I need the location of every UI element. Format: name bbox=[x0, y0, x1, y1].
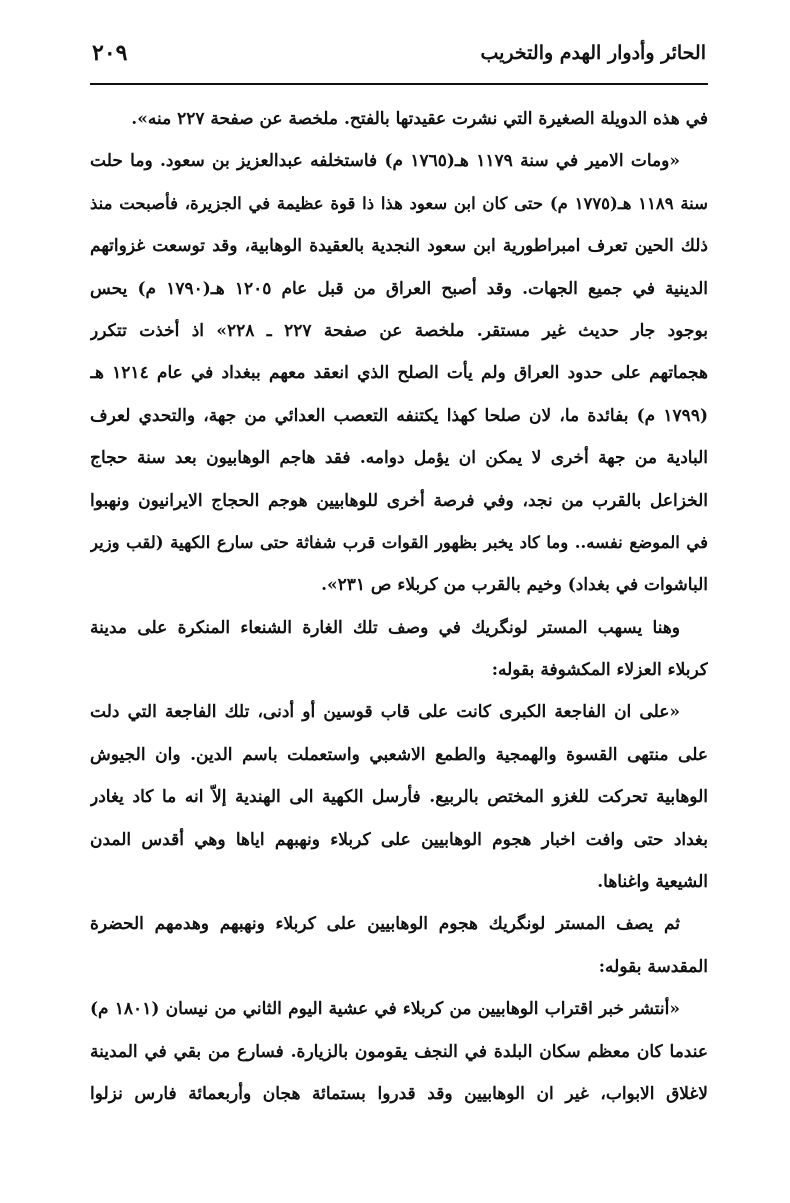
text-line: بوجود جار حديث غير مستقر. ملخصة عن صفحة ٢٢٧ ـ ٢٢٨» اذ أخذت تتكرر bbox=[90, 320, 708, 341]
header-rule bbox=[90, 83, 708, 85]
text-line: الباشوات في بغداد) وخيم بالقرب من كربلاء ص ٢٣١». bbox=[321, 575, 708, 596]
text-line: كربلاء العزلاء المكشوفة بقوله: bbox=[491, 660, 708, 681]
text-line: في الموضع نفسه.. وما كاد يخبر بظهور القوات قرب شفاثة حتى سارع الكهية (لقب وزير bbox=[90, 532, 708, 552]
text-line: بغداد حتى وافت اخبار هجوم الوهابيين على كربلاء ونهبهم اياها وهي أقدس المدن bbox=[90, 829, 708, 850]
running-title: الحائر وأدوار الهدم والتخريب bbox=[480, 42, 706, 64]
text-line: سنة ١١٨٩ هـ(١٧٧٥ م) حتى كان ابن سعود هذا ذا قوة عظيمة في الجزيرة، فأصبحت منذ bbox=[90, 193, 708, 213]
page-header bbox=[92, 36, 706, 76]
text-line: (١٧٩٩ م) بفائدة ما، لان صلحا كهذا يكتنفه التعصب العدائي من جهة، والتحدي لعرف bbox=[90, 405, 708, 426]
text-line: لاغلاق الابواب، غير ان الوهابيين وقد قدروا بستمائة هجان وأربعمائة فارس نزلوا bbox=[90, 1083, 708, 1104]
text-line: على منتهى القسوة والهمجية والطمع الاشعبي واستعملت باسم الدين. وان الجيوش bbox=[90, 744, 708, 765]
text-line: البادية من جهة أخرى لا يمكن ان يؤمل دوامه. فقد هاجم الوهابيون بعد سنة حجاج bbox=[90, 448, 708, 469]
text-line: الدينية في جميع الجهات. وقد أصبح العراق من قبل عام ١٢٠٥ هـ(١٧٩٠ م) يحس bbox=[90, 278, 708, 299]
text-line: في هذه الدويلة الصغيرة التي نشرت عقيدتها بالفتح. ملخصة عن صفحة ٢٢٧ منه». bbox=[131, 109, 708, 129]
text-line: المقدسة بقوله: bbox=[598, 956, 708, 977]
text-line: الوهابية تحركت للغزو المختص بالربيع. فأرسل الكهية الى الهندية إلاّ انه ما كاد يغادر bbox=[90, 787, 708, 808]
text-line: عندما كان معظم سكان البلدة في النجف يقومون بالزيارة. فسارع من بقي في المدينة bbox=[90, 1041, 708, 1062]
text-line: الخزاعل بالقرب من نجد، وفي فرصة أخرى للوهابيين هوجم الحجاج الايرانيون ونهبوا bbox=[90, 490, 708, 511]
text-line: ثم يصف المستر لونگريك هجوم الوهابيين على كربلاء ونهبهم وهدمهم الحضرة bbox=[90, 914, 680, 935]
text-line: وهنا يسهب المستر لونگريك في وصف تلك الغارة الشنعاء المنكرة على مدينة bbox=[90, 617, 680, 638]
page-number: ٢٠٩ bbox=[92, 40, 128, 66]
text-line: هجماتهم على حدود العراق ولم يأت الصلح الذي انعقد معهم ببغداد في عام ١٢١٤ هـ bbox=[90, 363, 708, 384]
text-line: «ومات الامير في سنة ١١٧٩ هـ(١٧٦٥ م) فاستخلفه عبدالعزيز بن سعود. وما حلت bbox=[90, 151, 680, 172]
body-text bbox=[90, 98, 708, 1115]
text-line: «أنتشر خبر اقتراب الوهابيين من كربلاء في عشية اليوم الثاني من نيسان (١٨٠١ م) bbox=[90, 999, 680, 1020]
text-line: «على ان الفاجعة الكبرى كانت على قاب قوسين أو أدنى، تلك الفاجعة التي دلت bbox=[90, 702, 680, 723]
text-line: الشيعية واغناها. bbox=[597, 872, 708, 893]
text-line: ذلك الحين تعرف امبراطورية ابن سعود النجدية بالعقيدة الوهابية، وقد توسعت غزواتهم bbox=[90, 236, 708, 257]
